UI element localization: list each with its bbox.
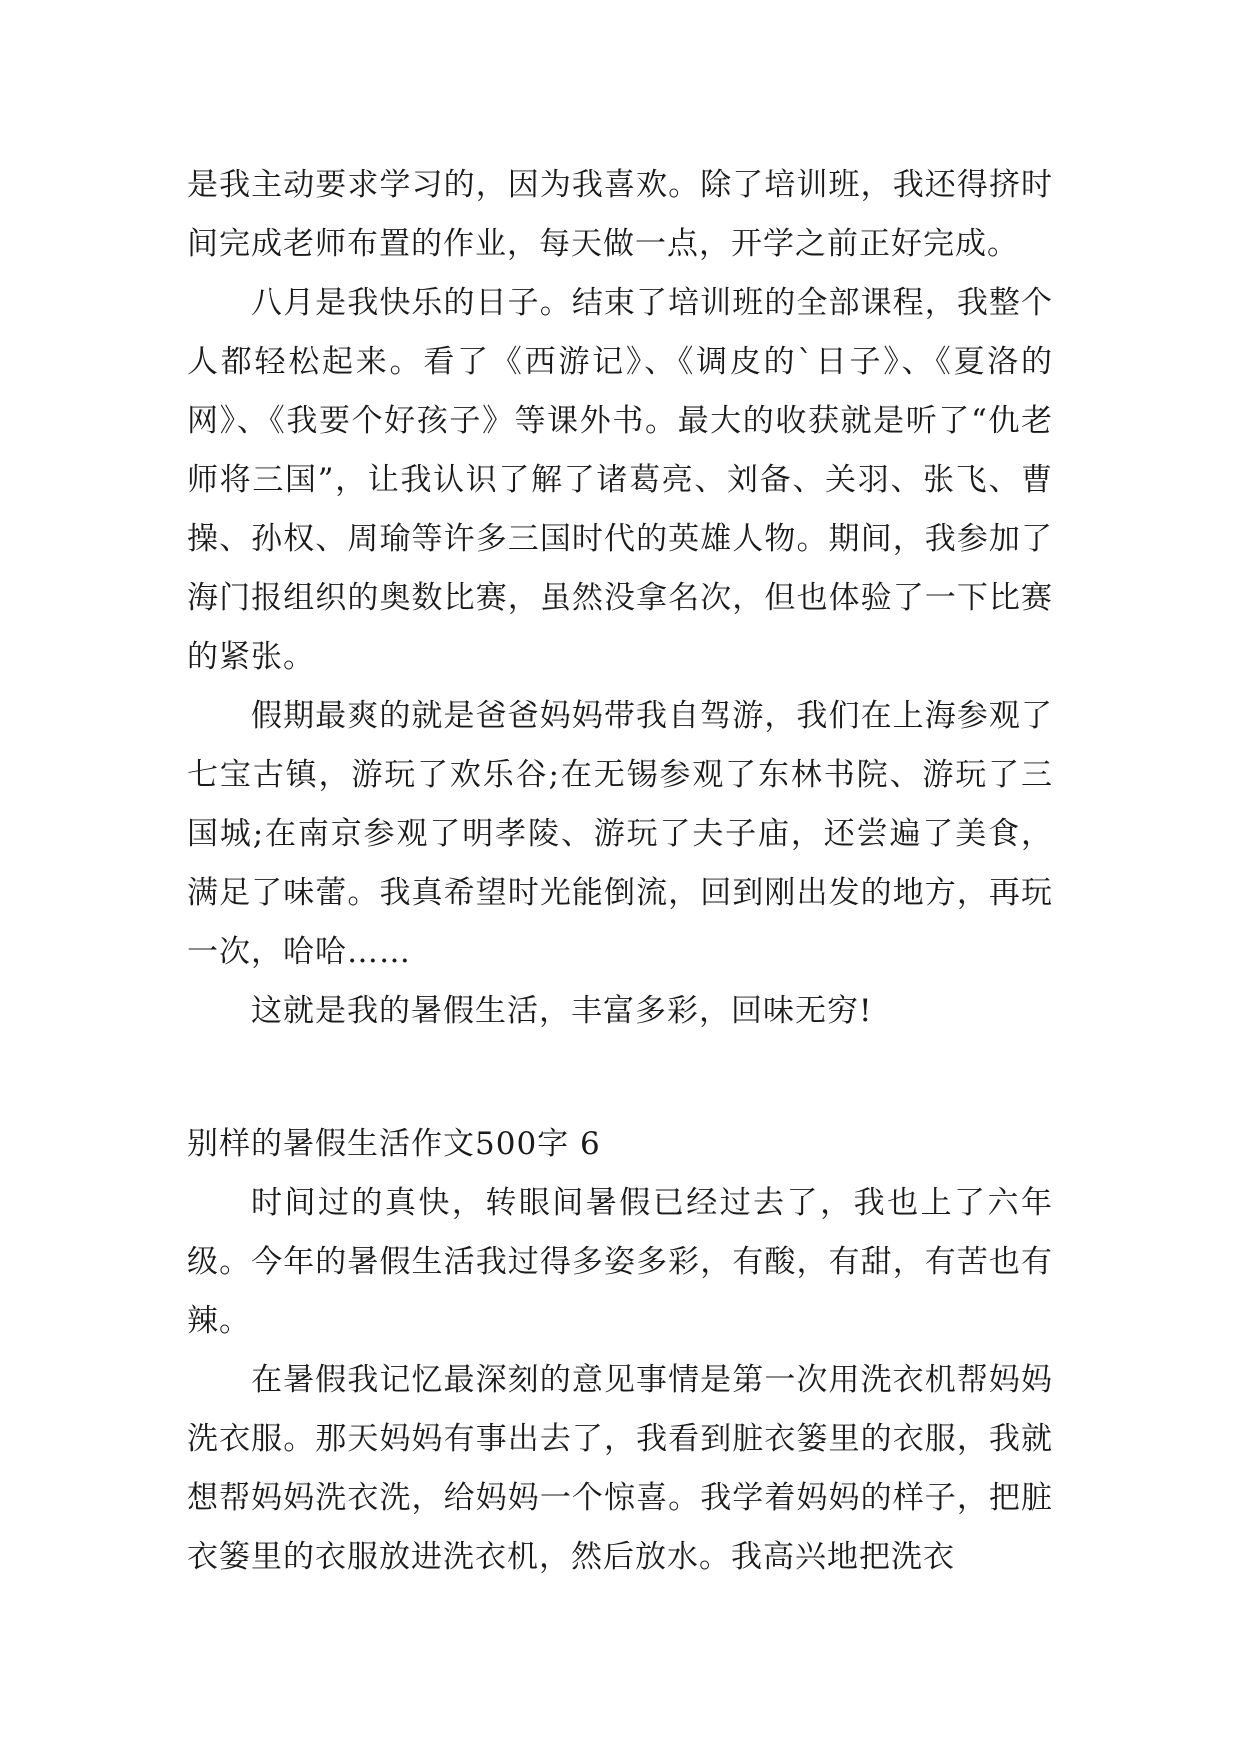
paragraph: 时间过的真快，转眼间暑假已经过去了，我也上了六年级。今年的暑假生活我过得多姿多彩，有酸，有甜，有苦也有辣。 bbox=[187, 1185, 1053, 1339]
paragraph: 这就是我的暑假生活，丰富多彩，回味无穷! bbox=[251, 993, 873, 1029]
paragraph: 在暑假我记忆最深刻的意见事情是第一次用洗衣机帮妈妈洗衣服。那天妈妈有事出去了，我看到脏衣篓里的衣服，我就想帮妈妈洗衣洗，给妈妈一个惊喜。我学着妈妈的样子，把脏衣篓里的衣服放进洗衣机，然后放水。我高兴地把洗衣 bbox=[187, 1362, 1053, 1575]
paragraph: 八月是我快乐的日子。结束了培训班的全部课程，我整个人都轻松起来。看了《西游记》、《调皮的`日子》、《夏洛的网》、《我要个好孩子》等课外书。最大的收获就是听了“仇老师将三国”，让我认识了解了诸葛亮、刘备、关羽、张飞、曹操、孙权、周瑜等许多三国时代的英雄人物。期间，我参加了海门报组织的奥数比赛，虽然没拿名次，但也体验了一下比赛的紧张。 bbox=[187, 285, 1053, 675]
essay-heading: 别样的暑假生活作文500字 6 bbox=[187, 1126, 601, 1162]
continued-paragraph: 是我主动要求学习的，因为我喜欢。除了培训班，我还得挤时间完成老师布置的作业，每天做一点，开学之前正好完成。 bbox=[187, 167, 1053, 262]
essay-body-part1 bbox=[187, 156, 1053, 1041]
paragraph: 假期最爽的就是爸爸妈妈带我自驾游，我们在上海参观了七宝古镇，游玩了欢乐谷;在无锡参观了东林书院、游玩了三国城;在南京参观了明孝陵、游玩了夫子庙，还尝遍了美食，满足了味蕾。我真希望时光能倒流，回到刚出发的地方，再玩一次，哈哈…… bbox=[187, 698, 1053, 970]
essay-body-part2 bbox=[187, 1174, 1053, 1587]
